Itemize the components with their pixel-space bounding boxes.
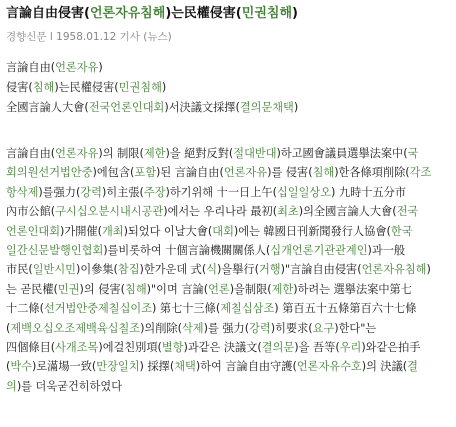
hangul-reading: 제한 — [271, 282, 294, 296]
text-segment: )의 制限( — [98, 147, 144, 160]
hangul-reading: 언론인대회 — [6, 224, 61, 238]
text-segment: )과一般 — [367, 244, 406, 258]
text-segment: )한各條項削除( — [334, 166, 410, 180]
body-line — [6, 357, 452, 376]
body-line — [6, 222, 452, 241]
hangul-reading: 포함 — [134, 166, 157, 180]
text-segment: )에서는 우리나라 最初( — [163, 205, 278, 219]
text-segment: )을擧行( — [217, 263, 259, 277]
text-segment: )"이며 言論( — [146, 282, 209, 296]
text-segment: ( — [6, 321, 11, 335]
text-segment: )를强力( — [38, 185, 81, 199]
text-segment: 는 곧民權( — [6, 282, 58, 296]
hangul-reading: 결 — [407, 360, 418, 374]
hangul-reading: 요구 — [312, 321, 335, 335]
text-segment: ) — [292, 6, 298, 21]
text-segment: 四個條目( — [6, 341, 56, 355]
text-segment: )를비롯하여 十個言論機關關係人( — [103, 244, 271, 258]
text-segment: ) 採擇( — [139, 360, 175, 374]
hangul-reading: 일간신문발행인협회 — [6, 244, 104, 258]
hangul-reading: 선거법안중제칠십이조 — [43, 302, 153, 316]
text-segment: ) — [293, 101, 299, 114]
text-segment: )에包含( — [92, 166, 135, 180]
text-segment: )의 決議( — [361, 360, 408, 374]
text-segment: )하여 言論自由守護( — [195, 360, 297, 374]
hangul-reading: 삭제 — [181, 321, 204, 335]
hangul-reading: 구시십오분시내시공관 — [55, 205, 164, 219]
hangul-reading: 식 — [206, 263, 218, 277]
hangul-reading: 민권침해 — [241, 6, 292, 21]
body-line — [6, 280, 452, 299]
text-segment: ) — [161, 81, 167, 94]
hangul-reading: 언론자유침해 — [89, 6, 166, 21]
text-segment: )된 言論自由( — [156, 166, 224, 180]
text-segment: )이參集( — [75, 263, 118, 277]
text-segment: )의削除( — [140, 321, 182, 335]
hangul-reading: 의 — [6, 379, 17, 393]
hangul-reading: 채택 — [174, 360, 196, 374]
text-segment: )하려는 選擧法案中第七 — [293, 282, 412, 296]
hangul-reading: 결의문채택 — [239, 101, 294, 114]
text-segment: )를 더욱굳건히하였다 — [16, 379, 122, 393]
hangul-reading: 일반시민 — [32, 263, 76, 277]
hangul-reading: 십일일상오 — [276, 185, 332, 199]
text-segment: )하고國會議員選擧法案中( — [276, 147, 408, 160]
body-line — [6, 377, 452, 396]
hangul-reading: 언론자유 — [55, 61, 99, 74]
text-segment: )"言論自由侵害( — [280, 263, 362, 277]
hangul-reading: 결의문 — [261, 341, 295, 355]
hangul-reading: 침해 — [312, 166, 335, 180]
body-line — [6, 319, 452, 338]
article-summary — [6, 58, 452, 118]
text-segment: )의全國言論人大會( — [298, 205, 397, 219]
hangul-reading: 항삭제 — [6, 185, 39, 199]
hangul-reading: 사개조목 — [55, 341, 99, 355]
body-line — [6, 260, 452, 279]
hangul-reading: 대회 — [212, 224, 234, 238]
text-segment: ) 九時十五分市 — [331, 185, 407, 199]
text-segment: )을 絕對反對( — [165, 147, 234, 160]
hangul-reading: 만장일치 — [96, 360, 140, 374]
hangul-reading: 제한 — [143, 147, 166, 160]
hangul-reading: 침해 — [32, 81, 55, 94]
hangul-reading: 박수 — [10, 360, 32, 374]
text-segment: 內市公館( — [6, 205, 56, 219]
text-segment: 言論自由( — [6, 61, 56, 74]
body-line — [6, 338, 452, 357]
hangul-reading: 주장 — [143, 185, 166, 199]
text-segment: )한다"는 — [334, 321, 377, 335]
hangul-reading: 각조 — [409, 166, 432, 180]
body-line — [6, 202, 452, 221]
text-segment: )한가운데 式( — [139, 263, 207, 277]
article-body — [6, 144, 452, 396]
hangul-reading: 침해 — [125, 282, 147, 296]
hangul-reading: 절대반대 — [233, 147, 277, 160]
text-segment: )는民權侵害( — [54, 81, 119, 94]
text-segment: )와같은拍手 — [361, 341, 421, 355]
text-segment: 全國言論人大會( — [6, 101, 89, 114]
hangul-reading: 회의원선거법안중 — [6, 166, 93, 180]
hangul-reading: 별항 — [161, 341, 184, 355]
text-segment: )는民權侵害( — [165, 6, 242, 21]
hangul-reading: 언론자유수호 — [296, 360, 362, 374]
text-segment: )에는 韓國日刊新聞發行人協會( — [233, 224, 391, 238]
text-segment: )을制限( — [229, 282, 272, 296]
body-line — [6, 183, 452, 202]
hangul-reading: 거행 — [258, 263, 281, 277]
text-segment: ) 第百五十五條第百六十七條 — [274, 302, 417, 316]
text-segment: )에걸친別項( — [98, 341, 162, 355]
text-segment: )를 侵害( — [267, 166, 313, 180]
summary-line — [6, 98, 452, 118]
text-segment: 言論自由侵害( — [6, 6, 90, 21]
body-line — [6, 163, 452, 182]
text-segment: ) 第七十三條( — [152, 302, 221, 316]
hangul-reading: 강력 — [80, 185, 102, 199]
body-line — [6, 144, 452, 163]
hangul-reading: 전국언론인대회 — [88, 101, 165, 114]
summary-line — [6, 58, 452, 78]
text-segment: )히要求( — [270, 321, 313, 335]
text-segment: )과같은 決議文( — [183, 341, 262, 355]
hangul-reading: 국 — [407, 147, 419, 160]
text-segment: )의 侵害( — [79, 282, 126, 296]
text-segment: 十二條( — [6, 302, 44, 316]
text-segment: )을 吾等( — [294, 341, 340, 355]
article — [6, 5, 452, 396]
text-segment: ) — [426, 263, 431, 277]
hangul-reading: 민권침해 — [118, 81, 162, 94]
body-line — [6, 241, 452, 260]
text-segment: )를 强力( — [203, 321, 250, 335]
hangul-reading: 제백오십오조제백육십칠조 — [10, 321, 141, 335]
hangul-reading: 민권 — [57, 282, 80, 296]
hangul-reading: 참집 — [117, 263, 140, 277]
text-segment: )서決議文採擇( — [164, 101, 240, 114]
hangul-reading: 십개언론기관관계인 — [270, 244, 368, 258]
summary-line — [6, 78, 452, 98]
body-line — [6, 299, 452, 318]
text-segment: )하기위해 十一日上午( — [165, 185, 277, 199]
hangul-reading: 최초 — [277, 205, 299, 219]
hangul-reading: 강력 — [249, 321, 271, 335]
hangul-reading: 한국 — [390, 224, 413, 238]
article-title — [6, 5, 452, 22]
hangul-reading: 언론자유 — [55, 147, 99, 160]
hangul-reading: 언론자유침해 — [361, 263, 427, 277]
text-segment: )히主張( — [101, 185, 144, 199]
text-segment: ) — [98, 61, 103, 74]
hangul-reading: 제칠십삼조 — [220, 302, 275, 316]
text-segment: )로滿場一致( — [32, 360, 97, 374]
hangul-reading: 전국 — [396, 205, 419, 219]
text-segment: ( — [6, 360, 11, 374]
text-segment: )되었다 이날大會( — [123, 224, 213, 238]
text-segment: )가開催( — [60, 224, 102, 238]
hangul-reading: 언론자유 — [223, 166, 268, 180]
text-segment: 侵害( — [6, 81, 33, 94]
hangul-reading: 개최 — [101, 224, 124, 238]
text-segment: 市民( — [6, 263, 33, 277]
text-segment: 言論自由( — [6, 147, 56, 160]
hangul-reading: 언론 — [208, 282, 230, 296]
hangul-reading: 우리 — [339, 341, 362, 355]
article-meta: 경향신문 l 1958.01.12 기사 (뉴스) — [6, 31, 172, 43]
